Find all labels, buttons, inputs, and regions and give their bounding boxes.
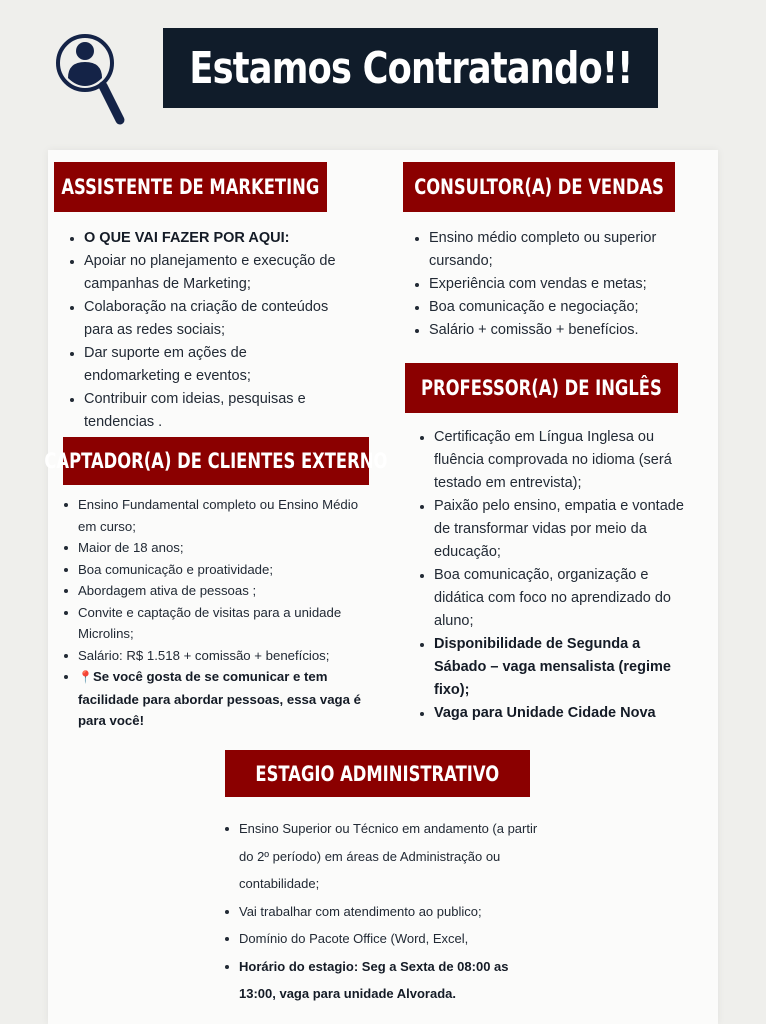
list-item: Convite e captação de visitas para a unidade Microlins; [64,602,374,645]
list-item: Maior de 18 anos; [64,537,374,559]
list-item: Boa comunicação e negociação; [415,296,690,319]
list-item: Paixão pelo ensino, empatia e vontade de transformar vidas por meio da educação; [420,495,685,564]
section-title: PROFESSOR(A) DE INGLÊS [421,376,662,400]
list-item: Disponibilidade de Segunda a Sábado – vaga mensalista (regime fixo); [420,633,685,702]
list-item: Apoiar no planejamento e execução de campanhas de Marketing; [70,250,340,296]
list-item: Vai trabalhar com atendimento ao publico; [225,898,545,926]
list-item: Horário do estagio: Seg a Sexta de 08:00 as 13:00, vaga para unidade Alvorada. [225,953,545,1008]
list-item: Dar suporte em ações de endomarketing e eventos; [70,342,340,388]
page-title-banner [163,28,658,108]
list-item: Boa comunicação, organização e didática com foco no aprendizado do aluno; [420,564,685,633]
captador-list [64,494,374,732]
list-item [64,666,374,732]
list-item: Abordagem ativa de pessoas ; [64,580,374,602]
section-title: CAPTADOR(A) DE CLIENTES EXTERNO [44,449,388,473]
section-title: ESTAGIO ADMINISTRATIVO [255,761,500,786]
list-item: Salário: R$ 1.518 + comissão + benefícios; [64,645,374,667]
list-item: Ensino Fundamental completo ou Ensino Médio em curso; [64,494,374,537]
section-header-estagio [225,750,530,797]
vendas-list [415,227,690,342]
list-item: Colaboração na criação de conteúdos para as redes sociais; [70,296,340,342]
list-item: Certificação em Língua Inglesa ou fluência comprovada no idioma (será testado em entrevista); [420,426,685,495]
list-item: Vaga para Unidade Cidade Nova [420,702,685,725]
list-item: Boa comunicação e proatividade; [64,559,374,581]
list-item: Domínio do Pacote Office (Word, Excel, [225,925,545,953]
round-pushpin-icon: 📍 [78,670,93,684]
list-item-text: Se você gosta de se comunicar e tem facilidade para abordar pessoas, essa vaga é para você! [78,669,361,728]
ingles-list [420,426,685,725]
section-title: CONSULTOR(A) DE VENDAS [414,175,664,199]
section-header-marketing [54,162,327,212]
section-title: ASSISTENTE DE MARKETING [61,175,320,199]
section-header-ingles [405,363,678,413]
search-person-icon [52,30,130,130]
list-item: Ensino Superior ou Técnico em andamento (a partir do 2º período) em áreas de Administração ou contabilidade; [225,815,545,898]
list-item: O QUE VAI FAZER POR AQUI: [70,227,340,250]
list-item: Ensino médio completo ou superior cursando; [415,227,690,273]
page-title: Estamos Contratando!! [189,42,633,94]
list-item: Contribuir com ideias, pesquisas e tendencias . [70,388,340,434]
list-item: Experiência com vendas e metas; [415,273,690,296]
section-header-captador [44,437,388,485]
marketing-list [70,227,340,434]
list-item: Salário + comissão + benefícios. [415,319,690,342]
estagio-list [225,815,545,1008]
section-header-vendas [403,162,675,212]
